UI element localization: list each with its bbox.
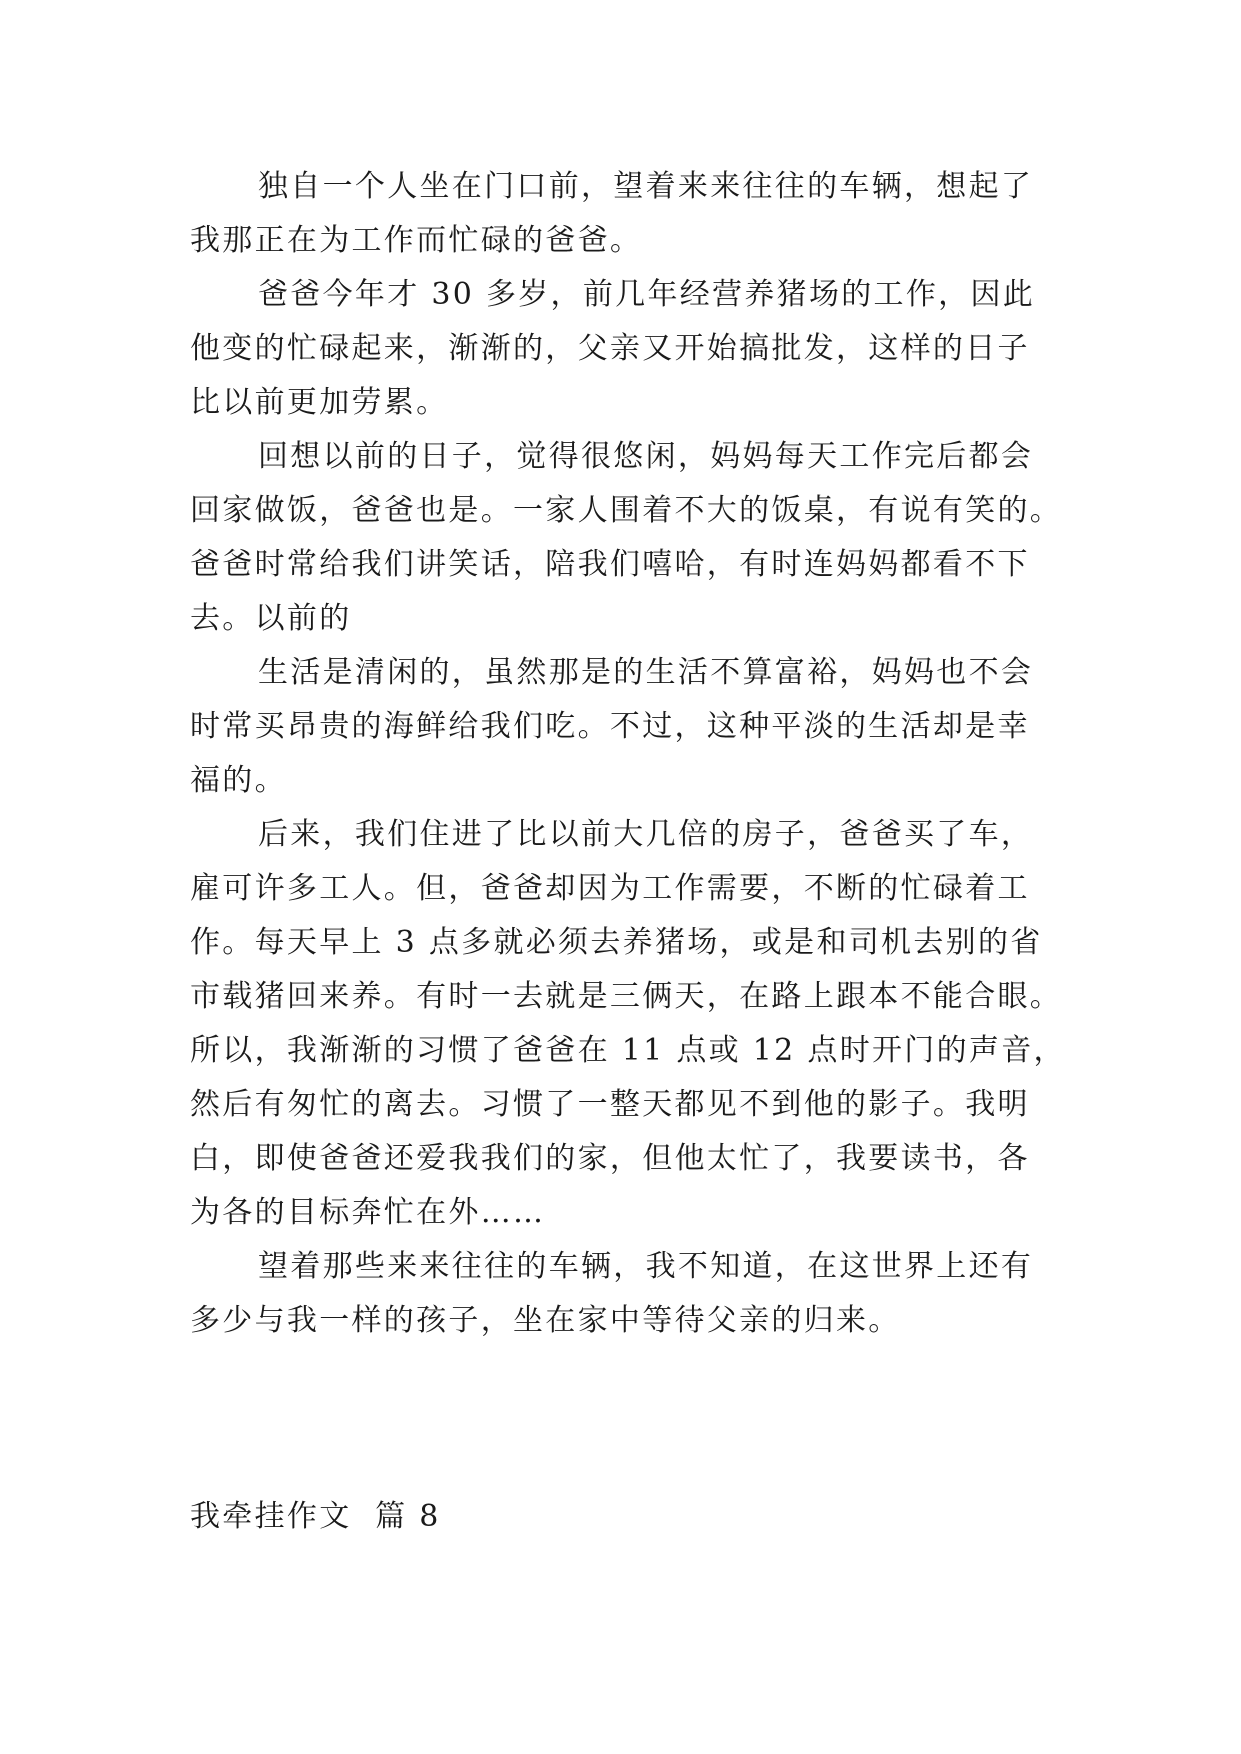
text-line: 市载猪回来养。有时一去就是三俩天，在路上跟本不能合眼。: [190, 979, 1063, 1014]
text-line: 多少与我一样的孩子，坐在家中等待父亲的归来。: [190, 1303, 901, 1338]
text-line: 然后有匆忙的离去。习惯了一整天都见不到他的影子。我明: [190, 1087, 1030, 1122]
text-line: 独自一个人坐在门口前，望着来来往往的车辆，想起了: [258, 169, 1034, 204]
text-line: 福的。: [190, 763, 287, 798]
paragraph: [190, 1240, 1050, 1348]
text-line: 为各的目标奔忙在外……: [190, 1195, 546, 1230]
text-line: 白，即使爸爸还爱我我们的家，但他太忙了，我要读书，各: [190, 1141, 1030, 1176]
text-line: 去。以前的: [190, 601, 352, 636]
text-line: 生活是清闲的，虽然那是的生活不算富裕，妈妈也不会: [258, 655, 1034, 690]
text-line: 他变的忙碌起来，渐渐的，父亲又开始搞批发，这样的日子: [190, 331, 1030, 366]
text-line: 所以，我渐渐的习惯了爸爸在 11 点或 12 点时开门的声音，: [190, 1033, 1066, 1068]
paragraph: [190, 646, 1050, 808]
text-line: 后来，我们住进了比以前大几倍的房子，爸爸买了车，: [258, 817, 1034, 852]
text-line: 回想以前的日子，觉得很悠闲，妈妈每天工作完后都会: [258, 439, 1034, 474]
text-line: 回家做饭，爸爸也是。一家人围着不大的饭桌，有说有笑的。: [190, 493, 1063, 528]
text-line: 我那正在为工作而忙碌的爸爸。: [190, 223, 643, 258]
text-line: 比以前更加劳累。: [190, 385, 449, 420]
text-line: 时常买昂贵的海鲜给我们吃。不过，这种平淡的生活却是幸: [190, 709, 1030, 744]
text-line: 望着那些来来往往的车辆，我不知道，在这世界上还有: [258, 1249, 1034, 1284]
section-heading: 我牵挂作文 篇 8: [190, 1499, 441, 1534]
text-line: 爸爸时常给我们讲笑话，陪我们嘻哈，有时连妈妈都看不下: [190, 547, 1030, 582]
paragraph: [190, 430, 1063, 646]
paragraph: [190, 268, 1050, 430]
paragraph: [190, 808, 1066, 1240]
text-line: 雇可许多工人。但，爸爸却因为工作需要，不断的忙碌着工: [190, 871, 1030, 906]
paragraph: [190, 160, 1050, 268]
text-line: 爸爸今年才 30 多岁，前几年经营养猪场的工作，因此: [258, 277, 1036, 312]
text-line: 作。每天早上 3 点多就必须去养猪场，或是和司机去别的省: [190, 925, 1043, 960]
article-body: [190, 160, 1066, 1348]
